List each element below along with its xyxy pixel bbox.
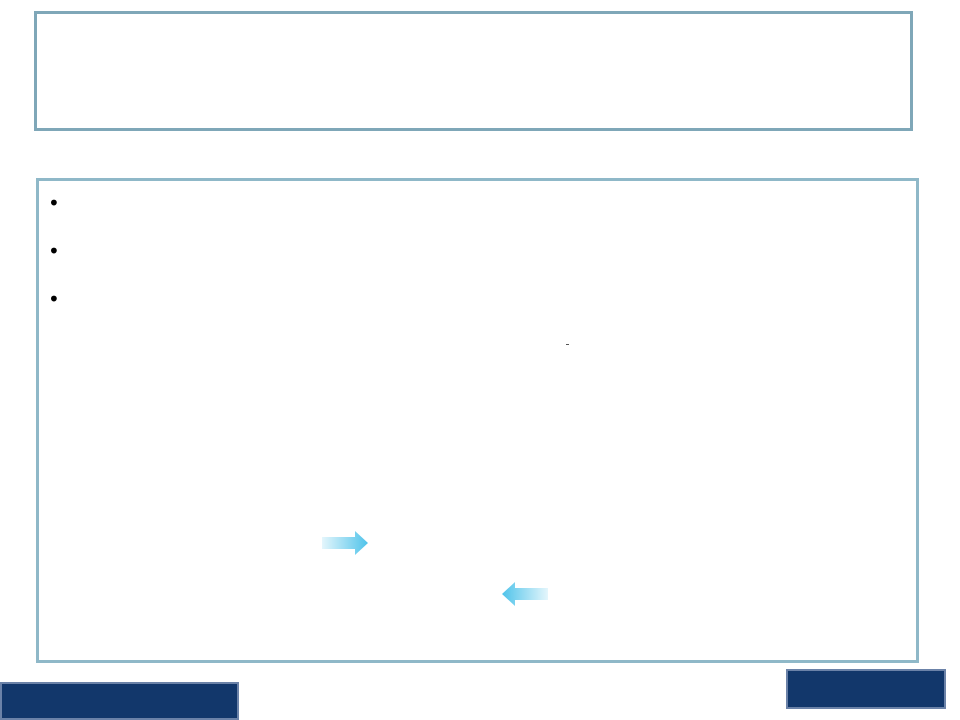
bullet-dot-icon: • <box>48 191 60 215</box>
arrow-left-icon <box>502 582 548 606</box>
bullet-dot-icon: • <box>48 239 60 263</box>
bullet-dot-icon: • <box>48 287 60 311</box>
topic-label <box>0 682 239 720</box>
author-label <box>786 669 946 709</box>
arrow-right-icon <box>322 531 368 555</box>
stray-dash <box>566 344 569 345</box>
